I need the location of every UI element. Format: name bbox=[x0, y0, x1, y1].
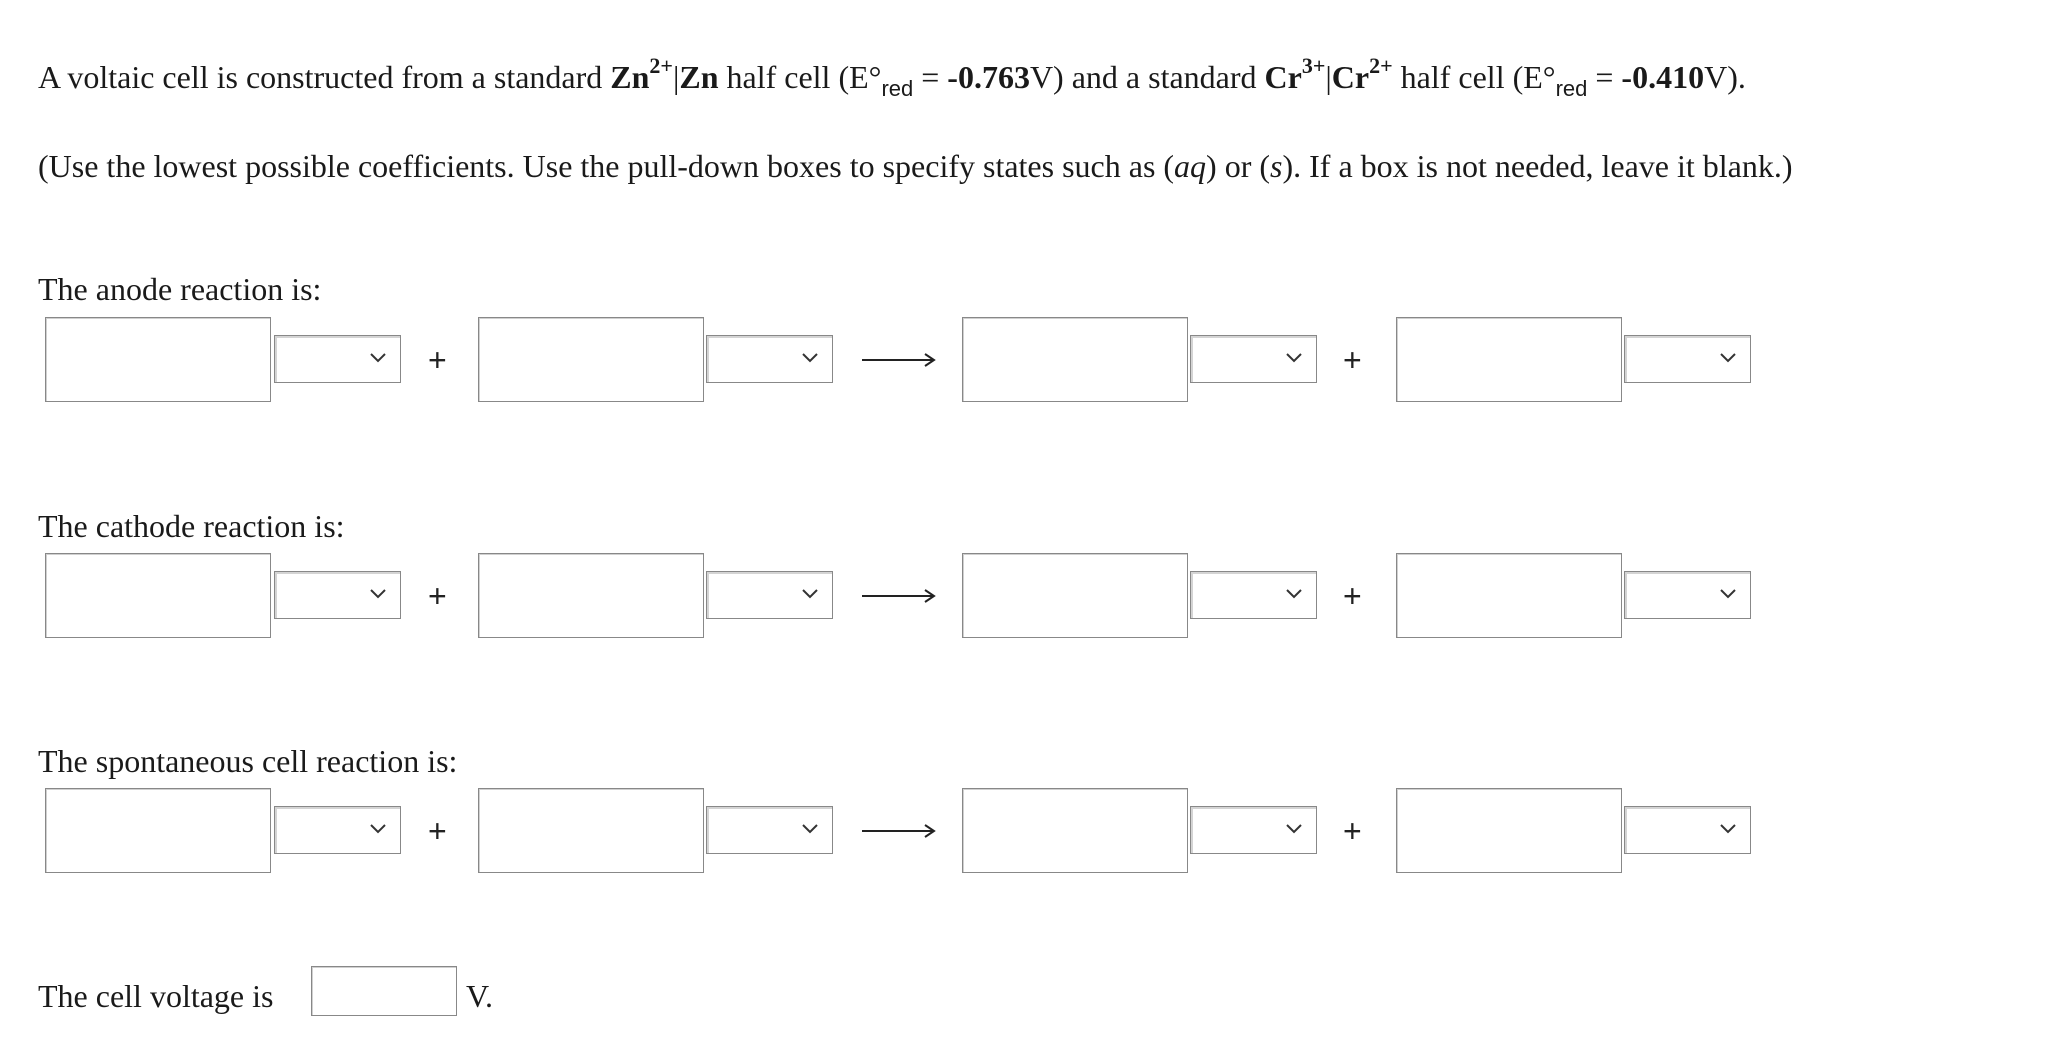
cathode-species-input-1[interactable] bbox=[45, 553, 271, 638]
chevron-down-icon bbox=[800, 821, 820, 837]
cr-potential: -0.410 bbox=[1621, 59, 1705, 95]
cell-reaction-label: The spontaneous cell reaction is: bbox=[38, 743, 458, 779]
cell-plus-sign: + bbox=[1343, 813, 1362, 849]
cathode-species-input-4[interactable] bbox=[1396, 553, 1622, 638]
chevron-down-icon bbox=[800, 350, 820, 366]
cathode-state-select-4[interactable] bbox=[1624, 571, 1751, 619]
problem-statement: A voltaic cell is constructed from a standard $Zn^{2+}|Zn$ half cell $(E^\circ_{red} = -0.763V)$ and a standard $Cr^{3+}|Cr^{2+}$ half cell $(E^\circ_{red} = -0.410V)$. bbox=[38, 53, 1746, 101]
chevron-down-icon bbox=[1718, 586, 1738, 602]
anode-plus-sign: + bbox=[428, 342, 447, 378]
chevron-down-icon bbox=[1284, 586, 1304, 602]
cathode-plus-sign: + bbox=[1343, 578, 1362, 614]
anode-reaction-label: The anode reaction is: bbox=[38, 271, 322, 307]
chevron-down-icon bbox=[1718, 821, 1738, 837]
chevron-down-icon bbox=[368, 586, 388, 602]
chevron-down-icon bbox=[368, 350, 388, 366]
zn-potential: -0.763 bbox=[947, 59, 1030, 95]
cell-species-input-2[interactable] bbox=[478, 788, 704, 873]
anode-state-select-1[interactable] bbox=[274, 335, 401, 383]
chevron-down-icon bbox=[1718, 350, 1738, 366]
reaction-arrow-icon bbox=[862, 823, 936, 839]
anode-species-input-1[interactable] bbox=[45, 317, 271, 402]
cathode-state-select-3[interactable] bbox=[1190, 571, 1317, 619]
cell-state-select-3[interactable] bbox=[1190, 806, 1317, 854]
voltage-unit: V. bbox=[466, 978, 493, 1014]
chevron-down-icon bbox=[1284, 350, 1304, 366]
cathode-plus-sign: + bbox=[428, 578, 447, 614]
cathode-state-select-1[interactable] bbox=[274, 571, 401, 619]
cell-state-select-1[interactable] bbox=[274, 806, 401, 854]
anode-state-select-3[interactable] bbox=[1190, 335, 1317, 383]
cr2-ion: Cr bbox=[1331, 59, 1370, 95]
reaction-arrow-icon bbox=[862, 352, 936, 368]
cell-species-input-1[interactable] bbox=[45, 788, 271, 873]
cathode-state-select-2[interactable] bbox=[706, 571, 833, 619]
anode-state-select-4[interactable] bbox=[1624, 335, 1751, 383]
anode-species-input-4[interactable] bbox=[1396, 317, 1622, 402]
anode-plus-sign: + bbox=[1343, 342, 1362, 378]
cell-state-select-2[interactable] bbox=[706, 806, 833, 854]
cell-voltage-label: The cell voltage is bbox=[38, 978, 274, 1014]
cell-species-input-4[interactable] bbox=[1396, 788, 1622, 873]
zn-ion: Zn bbox=[610, 59, 650, 95]
cathode-reaction-label: The cathode reaction is: bbox=[38, 508, 345, 544]
chevron-down-icon bbox=[1284, 821, 1304, 837]
chevron-down-icon bbox=[368, 821, 388, 837]
anode-species-input-3[interactable] bbox=[962, 317, 1188, 402]
anode-species-input-2[interactable] bbox=[478, 317, 704, 402]
zn-ion-charge: 2+ bbox=[649, 53, 673, 78]
reaction-arrow-icon bbox=[862, 588, 936, 604]
anode-state-select-2[interactable] bbox=[706, 335, 833, 383]
zn-metal: Zn bbox=[679, 59, 719, 95]
cr3-ion: Cr bbox=[1264, 59, 1302, 95]
cell-species-input-3[interactable] bbox=[962, 788, 1188, 873]
cell-state-select-4[interactable] bbox=[1624, 806, 1751, 854]
cathode-species-input-3[interactable] bbox=[962, 553, 1188, 638]
cell-plus-sign: + bbox=[428, 813, 447, 849]
cell-voltage-input[interactable] bbox=[311, 966, 457, 1016]
chevron-down-icon bbox=[800, 586, 820, 602]
instructions: (Use the lowest possible coefficients. Use the pull-down boxes to specify states such as (aq) or (s). If a box is not needed, leave it blank.) bbox=[38, 148, 1793, 184]
cathode-species-input-2[interactable] bbox=[478, 553, 704, 638]
